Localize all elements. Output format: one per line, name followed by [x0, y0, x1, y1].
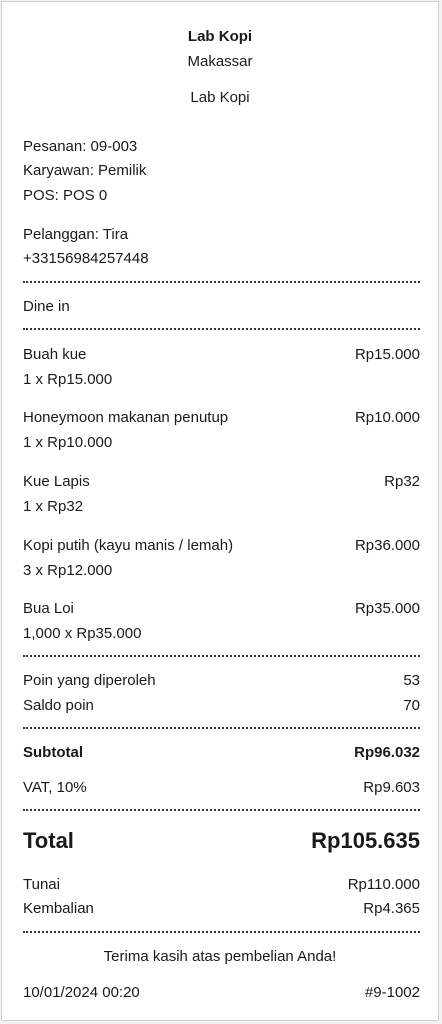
item-name: Bua Loi	[23, 600, 74, 617]
item-price: Rp15.000	[354, 346, 420, 363]
store-name: Lab Kopi	[187, 28, 253, 45]
total-label: Total	[23, 828, 74, 853]
points-earned-row	[23, 672, 420, 690]
item-qty: 1 x Rp32	[23, 498, 84, 515]
item-row	[23, 537, 420, 555]
store-name-secondary: Lab Kopi	[190, 89, 250, 106]
change-row	[23, 900, 420, 918]
item-qty: 3 x Rp12.000	[23, 562, 113, 579]
divider	[23, 655, 420, 657]
item-qty: 1 x Rp10.000	[23, 434, 113, 451]
item-name: Honeymoon makanan penutup	[23, 409, 229, 426]
total-value: Rp105.635	[311, 828, 420, 853]
divider	[23, 727, 420, 729]
item-row	[23, 346, 420, 364]
vat-row	[23, 779, 420, 797]
dine-type: Dine in	[23, 298, 70, 315]
item-name: Kopi putih (kayu manis / lemah)	[23, 537, 234, 554]
points-balance-value: 70	[403, 697, 420, 714]
customer-phone: +33156984257448	[23, 250, 149, 267]
points-balance-row	[23, 697, 420, 715]
receipt	[1, 1, 439, 1021]
receipt-number: #9-1002	[364, 984, 420, 1001]
points-earned-label: Poin yang diperoleh	[23, 672, 156, 689]
divider	[23, 809, 420, 811]
vat-label: VAT, 10%	[23, 779, 87, 796]
subtotal-row	[23, 744, 420, 762]
divider	[23, 931, 420, 933]
total-row	[23, 828, 420, 854]
item-price: Rp36.000	[354, 537, 420, 554]
item-qty: 1 x Rp15.000	[23, 371, 113, 388]
customer-name: Pelanggan: Tira	[23, 226, 129, 243]
receipt-datetime: 10/01/2024 00:20	[23, 984, 140, 1001]
store-city: Makassar	[187, 53, 253, 70]
points-balance-label: Saldo poin	[23, 697, 94, 714]
subtotal-label: Subtotal	[23, 744, 83, 761]
subtotal-value: Rp96.032	[354, 744, 420, 761]
cash-label: Tunai	[23, 876, 60, 893]
item-price: Rp32	[384, 473, 420, 490]
cash-value: Rp110.000	[347, 876, 420, 893]
item-qty: 1,000 x Rp35.000	[23, 625, 142, 642]
divider	[23, 328, 420, 330]
item-row	[23, 473, 420, 491]
item-row	[23, 409, 420, 427]
item-row	[23, 600, 420, 618]
footer-row	[23, 984, 420, 1002]
pos-id: POS: POS 0	[23, 187, 108, 204]
vat-value: Rp9.603	[363, 779, 420, 796]
points-earned-value: 53	[403, 672, 420, 689]
item-price: Rp35.000	[354, 600, 420, 617]
change-value: Rp4.365	[363, 900, 420, 917]
cash-row	[23, 876, 420, 894]
divider	[23, 281, 420, 283]
thank-you-message: Terima kasih atas pembelian Anda!	[103, 948, 337, 965]
order-number: Pesanan: 09-003	[23, 138, 138, 155]
employee: Karyawan: Pemilik	[23, 162, 147, 179]
item-name: Kue Lapis	[23, 473, 90, 490]
change-label: Kembalian	[23, 900, 94, 917]
item-price: Rp10.000	[354, 409, 420, 426]
item-name: Buah kue	[23, 346, 87, 363]
